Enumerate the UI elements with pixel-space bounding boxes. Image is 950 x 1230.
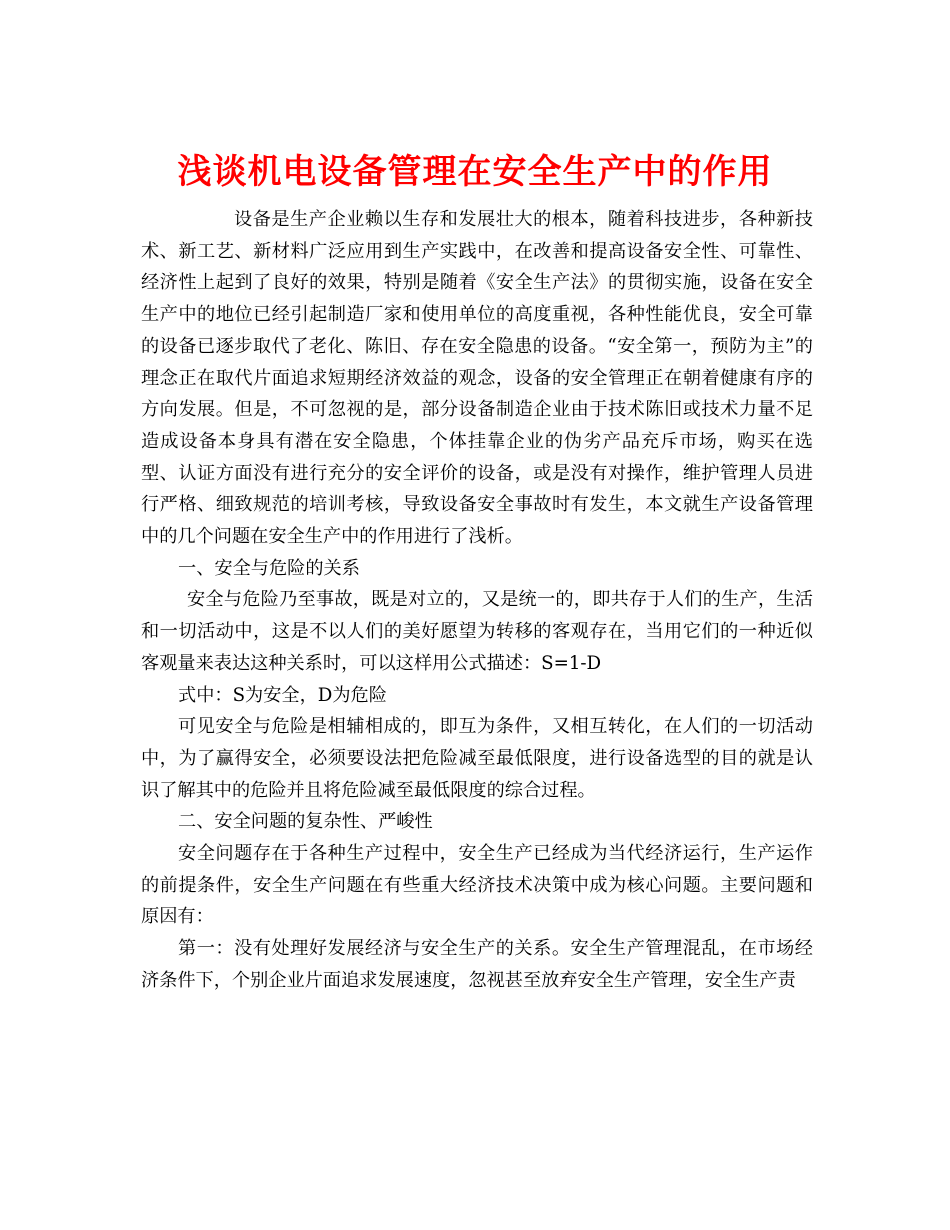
document-body [141,204,813,997]
formula-note: 式中：S为安全，D为危险 [178,684,387,706]
section-heading-1: 一、安全与危险的关系 [178,557,360,579]
paragraph-complexity: 安全问题存在于各种生产过程中，安全生产已经成为当代经济运行，生产运作的前提条件，安全生产问题在有些重大经济技术决策中成为核心问题。主要问题和原因有： [141,843,813,928]
document-title: 浅谈机电设备管理在安全生产中的作用 [177,151,773,192]
paragraph-safety-danger: 安全与危险乃至事故，既是对立的，又是统一的，即共存于人们的生产，生活和一切活动中，这是不以人们的美好愿望为转移的客观存在，当用它们的一种近似客观量来表达这种关系时，可以这样用公式描述：S=1-D [141,589,813,674]
paragraph-first-reason: 第一：没有处理好发展经济与安全生产的关系。安全生产管理混乱，在市场经济条件下，个别企业片面追求发展速度，忽视甚至放弃安全生产管理，安全生产责 [141,938,813,991]
paragraph-complementary: 可见安全与危险是相辅相成的，即互为条件，又相互转化，在人们的一切活动中，为了赢得安全，必须要设法把危险减至最低限度，进行设备选型的目的就是认识了解其中的危险并且将危险减至最低限度的综合过程。 [141,716,813,801]
section-heading-2: 二、安全问题的复杂性、严峻性 [178,811,433,833]
paragraph-intro: 设备是生产企业赖以生存和发展壮大的根本，随着科技进步，各种新技术、新工艺、新材料广泛应用到生产实践中，在改善和提高设备安全性、可靠性、经济性上起到了良好的效果，特别是随着《安全生产法》的贯彻实施，设备在安全生产中的地位已经引起制造厂家和使用单位的高度重视，各种性能优良，安全可靠的设备已逐步取代了老化、陈旧、存在安全隐患的设备。“安全第一，预防为主”的理念正在取代片面追求短期经济效益的观念，设备的安全管理正在朝着健康有序的方向发展。但是，不可忽视的是，部分设备制造企业由于技术陈旧或技术力量不足造成设备本身具有潜在安全隐患，个体挂靠企业的伪劣产品充斥市场，购买在选型、认证方面没有进行充分的安全评价的设备，或是没有对操作，维护管理人员进行严格、细致规范的培训考核，导致设备安全事故时有发生，本文就生产设备管理中的几个问题在安全生产中的作用进行了浅析。 [141,209,813,548]
